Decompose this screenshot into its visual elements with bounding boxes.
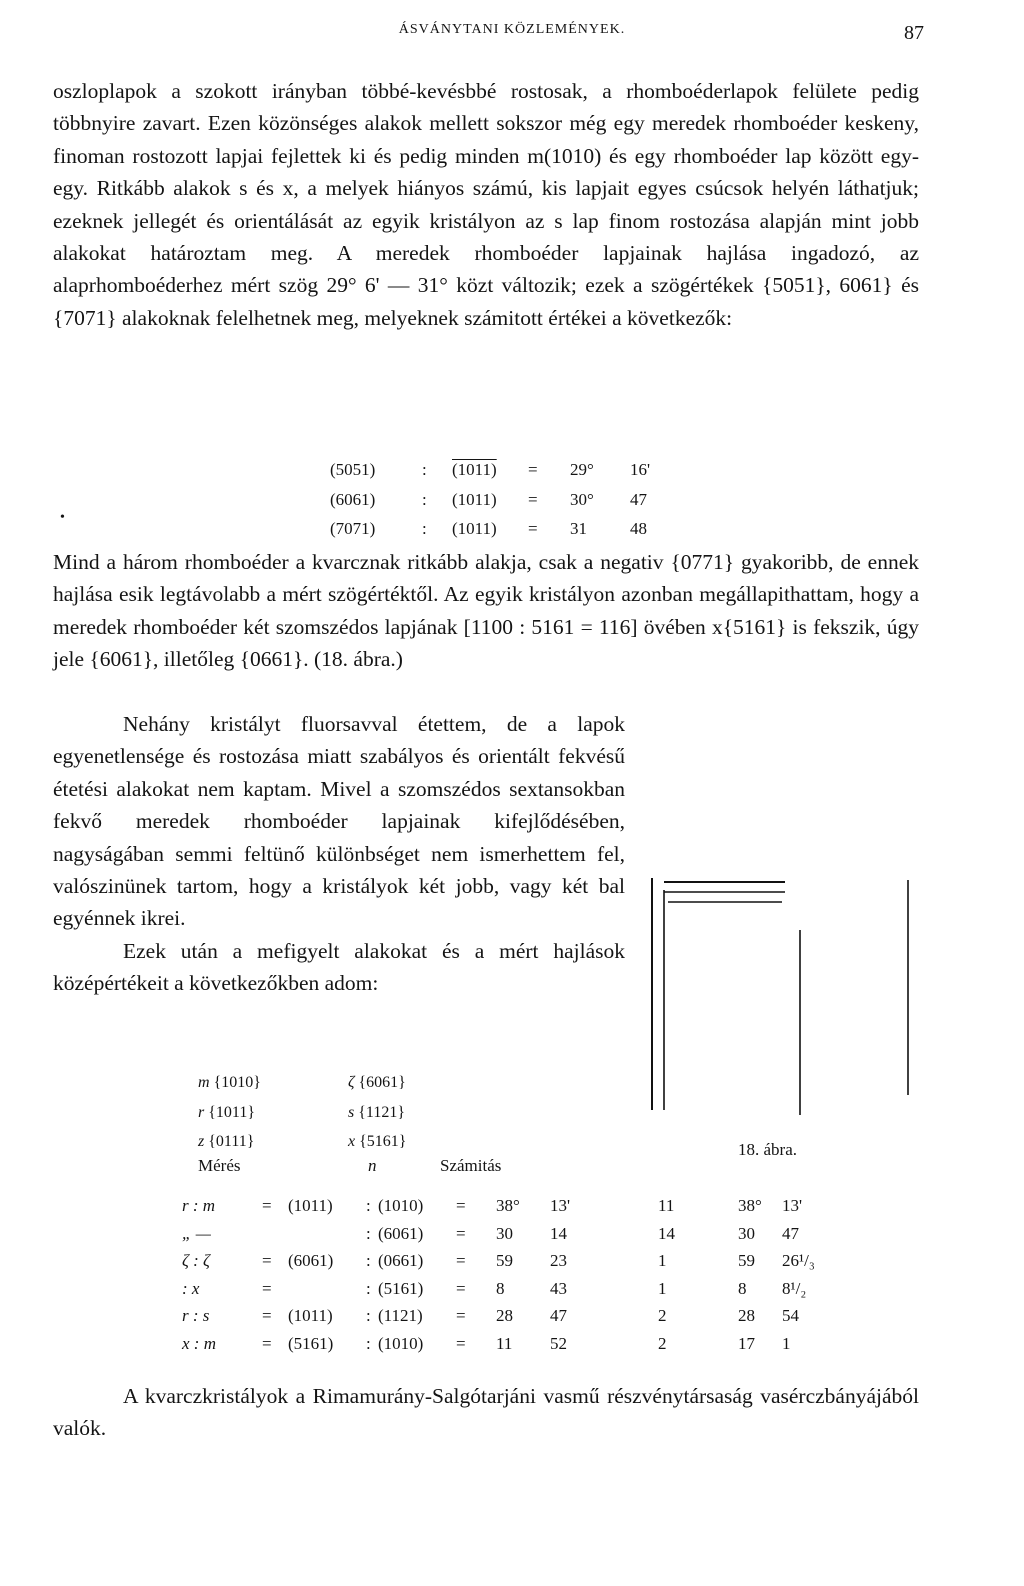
figure-caption: 18. ábra. (738, 1140, 798, 1159)
form-row: r {1011} s {1121} (198, 1103, 405, 1121)
journal-title: ÁSVÁNYTANI KÖZLEMÉNYEK. (398, 22, 626, 37)
paragraph-1: oszloplapok a szokott irányban többé-kevésbbé rostosak, a rhomboéderlapok felülete pedig többnyire zavart. Ezen közönséges alakok mellett sokszor még egy meredek rhomboéder keskeny, finoman rostozott lapjai fejlettek ki és pedig minden m(1010) és egy rhomboéder lap között egy-egy. Ritkább alakok s és x, a melyek hiányos számú, kis lapjait egyes csúcsok helyén láthatjuk; ezeknek jellegét és orientálását az egyik kristályon az s lap finom rostozása alapján mint jobb alakokat határoztam meg. A meredek rhomboéder lapjainak hajlása ingadozó, az alaprhomboéderhez mért szög 29° 6' — 31° közt változik; ezek a szögértékek {5051}, 6061} és {7071} alakoknak felelhetnek meg, melyeknek számitott értékei a következők: (53, 79, 919, 330)
text-block-4 (53, 1380, 919, 1445)
crystal-figure (640, 870, 920, 1130)
header-n: n (368, 1156, 377, 1175)
page: ÁSVÁNYTANI KÖZLEMÉNYEK. 87 oszloplapok a szokott irányban többé-kevésbbé rostosak, a rhomboéderlapok felülete pedig többnyire zavart. Ezen közönséges alakok mellett sokszor még egy meredek rhomboéder keskeny, finoman rostozott lapjai fejlettek ki és pedig minden m(1010) és egy rhomboéder lap között egy-egy. Ritkább alakok s és x, a melyek hiányos számú, kis lapjait egyes csúcsok helyén láthatjuk; ezeknek jellegét és orientálását az egyik kristályon az s lap finom rostozása alapján mint jobb alakokat határoztam meg. A meredek rhomboéder lapjainak hajlása ingadozó, az alaprhomboéderhez mért szög 29° 6' — 31° közt változik; ezek a szögértékek {5051}, 6061} és {7071} alakoknak felelhetnek meg, melyeknek számitott értékei a következők: • (5051) : (1011) = 29° 16' (6061) : (1011) = 30° 47 (7071) : (1011) = 31 48 Mind a három rhomboéder a kvarcznak ritkább alakja, csak a negativ {0771} gyakoribb, de ennek hajlása esik legtávolabb a mért szögértéktől. Az egyik kristályon azonban megállapithattam, hogy a meredek rhomboéder két szomszédos lapjának [1100 : 5161 = 116] övében x{5161} is fekszik, úgy jele {6061}, illetőleg {0661}. (18. ábra.) Nehány kristályt fluorsavval étettem, de a lapok egyenetlensége és rostozása miatt szabályos és orientált fekvésű étetési alakokat nem kaptam. Mivel a szomszédos sextansokban fekvő meredek rhomboéder lapjainak kifejlődésében, nagyságában semmi feltünő különbséget nem ismerhettem fel, valószinünek tartom, hogy a kristályok két jobb, vagy két bal egyénnek ikrei. Ezek után a mefigyelt alakokat és a mért hajlások középértékeit a következőkben adom: 18. ábra. m {1010} ζ {6061} r {1011} s {1121} z {0111} x {5161} Mérés n Számitás r : m = (1011) : (1010) = 38° 13' 11 38° 13' „ — : (6061) = 30 14 14 30 47 ζ : ζ = (6061) : (0661) = 59 23 1 59 26¹/₃ : x = : (5161) = 8 43 1 8 8¹/₂ r : s = (1011) : (1121) = 28 47 2 28 54 x : m = (5161) : (1010) = 11 52 2 17 1 A kvarczkristályok a Rimamurány-Salgótarjáni vasmű részvénytársaság vasérczbányájából valók. (0, 0, 1024, 1586)
form-row: z {0111} x {5161} (198, 1133, 407, 1150)
text-block-1 (53, 75, 919, 334)
calculated-angles (330, 455, 650, 544)
text-block-2 (53, 546, 919, 676)
running-header (0, 22, 1024, 46)
stray-mark: • (60, 510, 65, 525)
text-block-3 (53, 708, 625, 1000)
paragraph-5: A kvarczkristályok a Rimamurány-Salgótarjáni vasmű részvénytársaság vasérczbányájából valók. (53, 1384, 919, 1441)
paragraph-2: Mind a három rhomboéder a kvarcznak ritkább alakja, csak a negativ {0771} gyakoribb, de ennek hajlása esik legtávolabb a mért szögértéktől. Az egyik kristályon azonban megállapithattam, hogy a meredek rhomboéder két szomszédos lapjának [1100 : 5161 = 116] övében x{5161} is fekszik, úgy jele {6061}, illetőleg {0661}. (18. ábra.) (53, 550, 919, 672)
form-symbols (198, 1068, 406, 1157)
paragraph-4: Ezek után a mefigyelt alakokat és a mért hajlások középértékeit a következőkben adom: (53, 938, 625, 996)
equation-row: (5051) : (1011) = 29° 16' (330, 460, 651, 479)
header-calculated: Számitás (440, 1156, 502, 1175)
header-measured: Mérés (198, 1156, 241, 1175)
equation-row: (7071) : (1011) = 31 48 (330, 519, 647, 538)
page-number: 87 (904, 22, 924, 44)
paragraph-3: Nehány kristályt fluorsavval étettem, de a lapok egyenetlensége és rostozása miatt szabályos és orientált fekvésű étetési alakokat nem kaptam. Mivel a szomszédos sextansokban fekvő meredek rhomboéder lapjainak kifejlődésében, nagyságában semmi feltünő különbséget nem ismerhettem fel, valószinünek tartom, hogy a kristályok két jobb, vagy két bal egyénnek ikrei. (53, 712, 625, 931)
equation-row: (6061) : (1011) = 30° 47 (330, 489, 647, 509)
form-row: m {1010} ζ {6061} (198, 1074, 406, 1091)
